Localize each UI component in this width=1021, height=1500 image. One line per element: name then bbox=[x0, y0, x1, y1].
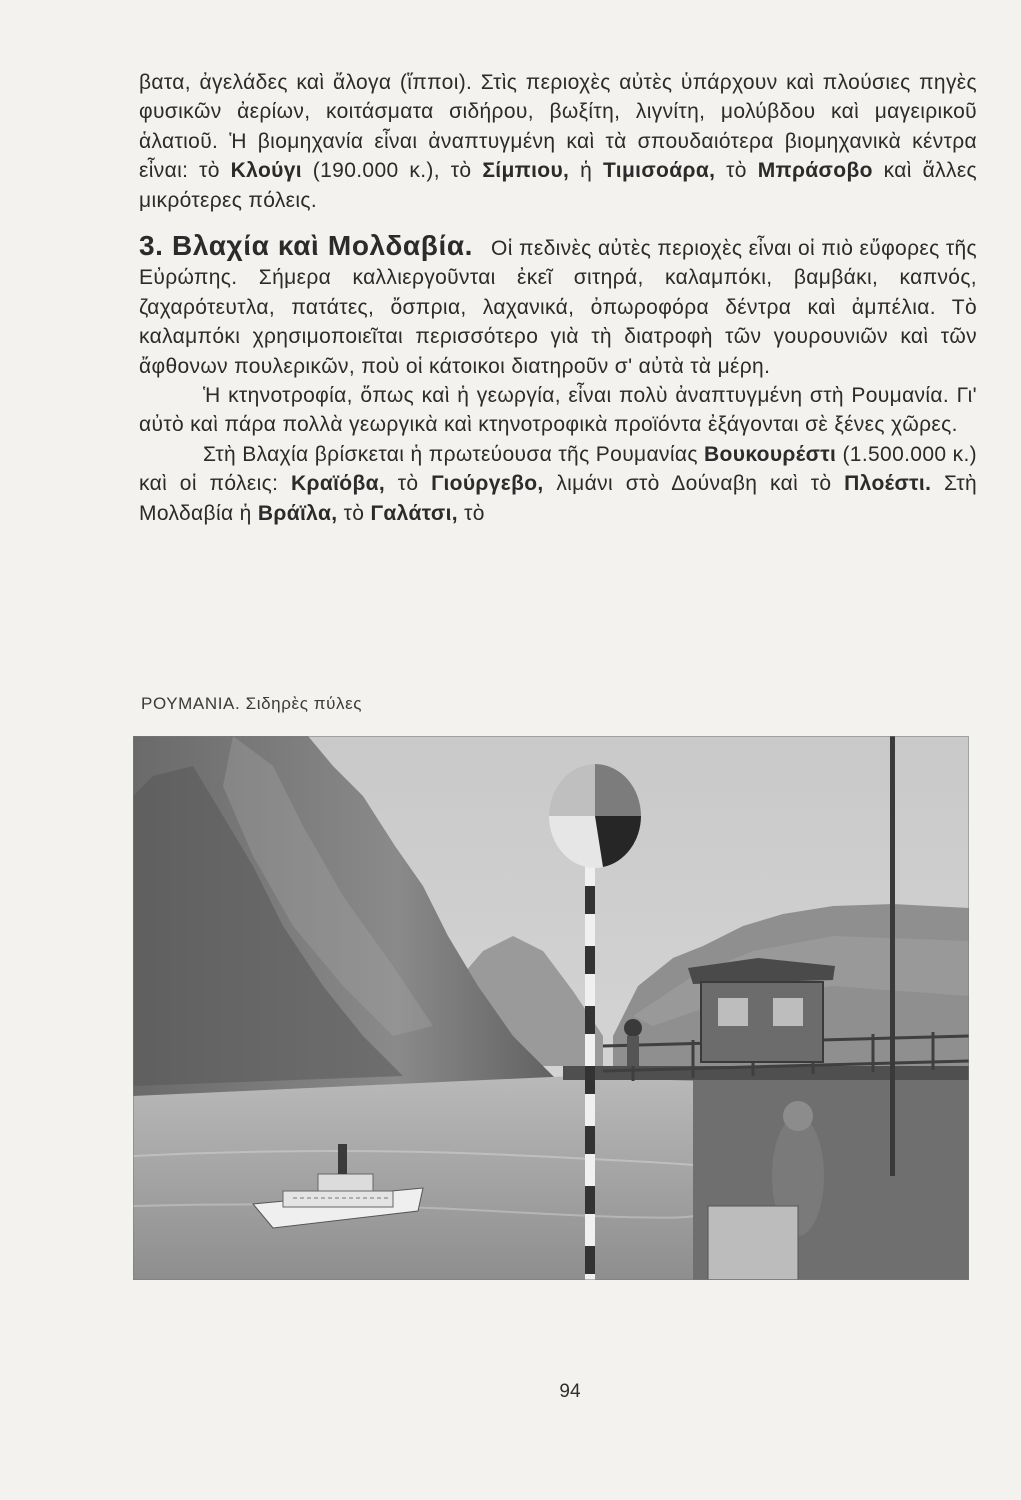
city-name-bold: Κλούγι bbox=[230, 159, 302, 183]
city-name-bold: Γιούργεβο, bbox=[431, 472, 544, 496]
text-run: τὸ bbox=[457, 501, 485, 525]
text-run: τὸ bbox=[337, 501, 371, 525]
city-name-bold: Γαλάτσι, bbox=[370, 501, 458, 525]
photo-caption: ΡΟΥΜΑΝΙΑ. Σιδηρὲς πύλες bbox=[141, 694, 363, 713]
text-run: καὶ ἄλλες μικρότερες πόλεις. bbox=[139, 159, 978, 212]
text-run: λιμάνι στὸ Δούναβη καὶ τὸ bbox=[543, 472, 845, 496]
paragraph-cities bbox=[139, 440, 977, 528]
city-name-bold: Κραϊόβα, bbox=[290, 472, 386, 496]
city-name-bold: Πλοέστι. bbox=[844, 472, 932, 496]
text-run: βατα, ἀγελάδες καὶ ἄλογα (ἵπποι). Στὶς περιοχὲς αὐτὲς ὑπάρχουν καὶ πλούσιες πηγὲς φυσικῶν ἀερίων, κοιτάσματα σιδήρου, βωξίτη, λιγνίτη, μολύβδου καὶ μαγειρικοῦ ἁλατιοῦ. Ἡ βιομηχανία εἶναι ἀναπτυγμένη καὶ τὰ σπουδαιότερα βιομηχανικὰ κέντρα εἶναι: τὸ bbox=[139, 71, 977, 183]
text-run: Στὴ Βλαχία βρίσκεται ἡ πρωτεύουσα τῆς Ρουμανίας bbox=[203, 442, 705, 466]
city-name-bold: Σίμπιου, bbox=[482, 159, 570, 183]
paragraph-livestock: Ἡ κτηνοτροφία, ὅπως καὶ ἡ γεωργία, εἶναι πολὺ ἀναπτυγμένη στὴ Ρουμανία. Γι' αὐτὸ καὶ πάρα πολλὰ γεωργικὰ καὶ κτηνοτροφικὰ προϊόντα ἐξάγονται σὲ ξένες χῶρες. bbox=[139, 384, 977, 437]
text-run: (1.500.000 κ.) καὶ οἱ πόλεις: bbox=[139, 442, 977, 496]
paragraph-section-3 bbox=[139, 231, 977, 381]
page-number: 94 bbox=[559, 1381, 581, 1402]
text-run: τὸ bbox=[715, 159, 758, 183]
text-run: τὸ bbox=[385, 472, 432, 496]
text-run: ἡ bbox=[569, 159, 603, 183]
main-text bbox=[139, 68, 977, 528]
text-run: Οἱ πεδινὲς αὐτὲς περιοχὲς εἶναι οἱ πιὸ εὔφορες τῆς Εὐρώπης. Σήμερα καλλιεργοῦνται ἐκεῖ σιτηρά, καλαμπόκι, βαμβάκι, καπνός, ζαχαρότευτλα, πατάτες, ὄσπρια, λαχανικά, ὀπωροφόρα δέντρα καὶ ἀμπέλια. Τὸ καλαμπόκι χρησιμοποιεῖται περισσότερο γιὰ τὴ διατροφὴ τῶν γουρουνιῶν καὶ τῶν ἄφθονων πουλερικῶν, ποὺ οἱ κάτοικοι διατηροῦν σ' αὐτὰ τὰ μέρη. bbox=[139, 237, 977, 378]
paragraph-industry bbox=[139, 68, 977, 215]
city-name-bold: Μπράσοβο bbox=[757, 159, 873, 183]
city-name-bold: Τιμισοάρα, bbox=[602, 159, 716, 183]
capital-name-bold: Βουκουρέστι bbox=[704, 442, 837, 466]
section-heading: 3. Βλαχία καὶ Μολδαβία. bbox=[139, 230, 474, 262]
text-run: Στὴ Μολδαβία ἡ bbox=[139, 472, 977, 525]
text-run: (190.000 κ.), τὸ bbox=[301, 159, 483, 183]
photo-iron-gates bbox=[133, 736, 969, 1280]
city-name-bold: Βράϊλα, bbox=[257, 501, 338, 525]
